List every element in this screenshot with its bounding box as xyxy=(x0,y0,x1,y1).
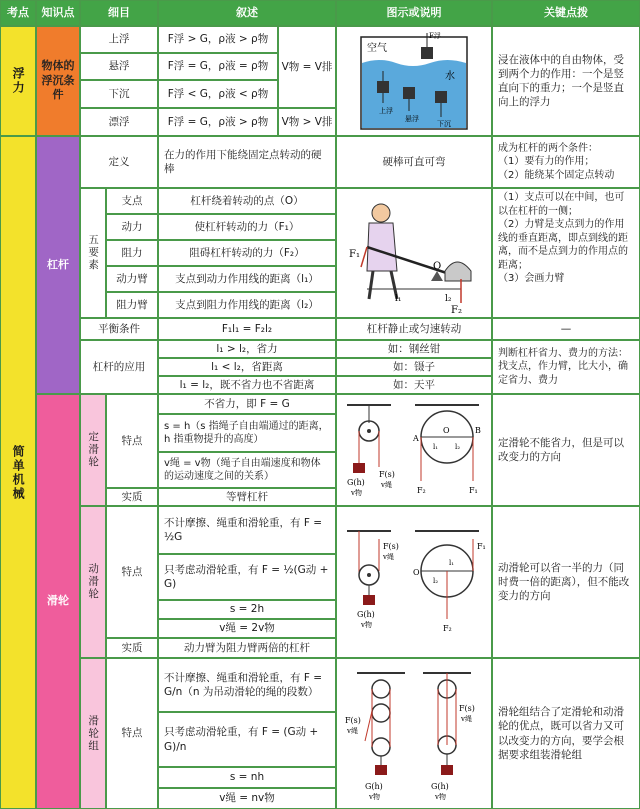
svg-text:O: O xyxy=(413,568,420,577)
svg-text:G(h): G(h) xyxy=(347,478,365,487)
lever-definition-label: 定义 xyxy=(80,136,158,188)
lever-element-name: 动力 xyxy=(106,214,158,240)
svg-text:F₁: F₁ xyxy=(469,486,478,495)
float-condition: F浮 < G，ρ液 < ρ物 xyxy=(158,80,278,108)
float-item: 漂浮 xyxy=(80,108,158,136)
fixed-pulley-feature-label: 特点 xyxy=(106,394,158,488)
movable-pulley-essence-label: 实质 xyxy=(106,638,158,658)
knowledge-lever: 杠杆 xyxy=(36,136,80,394)
fixed-pulley-feature: s = h（s 指绳子自由端通过的距离，h 指重物提升的高度） xyxy=(158,414,336,452)
lever-five-elements: 五要素 xyxy=(80,188,106,318)
lever-element-desc: 支点到动力作用线的距离（l₁） xyxy=(158,266,336,292)
svg-text:v物: v物 xyxy=(369,793,380,801)
pulley-block-feature-label: 特点 xyxy=(106,658,158,809)
float-condition: F浮 > G，ρ液 > ρ物 xyxy=(158,26,278,53)
lever-element-desc: 支点到阻力作用线的距离（l₂） xyxy=(158,292,336,318)
topic-buoyancy: 浮力 xyxy=(0,26,36,136)
lever-element-desc: 使杠杆转动的力（F₁） xyxy=(158,214,336,240)
svg-text:水: 水 xyxy=(445,71,455,82)
svg-text:悬浮: 悬浮 xyxy=(405,115,419,123)
svg-text:G(h): G(h) xyxy=(431,782,449,791)
float-diagram xyxy=(339,29,489,133)
topic-simple-machines: 简单机械 xyxy=(0,136,36,809)
svg-text:F浮: F浮 xyxy=(429,32,441,40)
lever-app-example: 如：镊子 xyxy=(336,358,492,376)
fixed-pulley-diagram xyxy=(339,397,489,503)
pulley-block-feature: 不计摩擦、绳重和滑轮重，有 F = G/n（n 为吊动滑轮的绳的段数） xyxy=(158,658,336,712)
movable-pulley-feature-label: 特点 xyxy=(106,506,158,638)
lever-balance-key: — xyxy=(492,318,640,340)
lever-app-cond: l₁ < l₂，省距离 xyxy=(158,358,336,376)
svg-text:v物: v物 xyxy=(361,621,372,629)
svg-text:A: A xyxy=(413,434,419,443)
svg-text:G(h): G(h) xyxy=(365,782,383,791)
pulley-block-feature: 只考虑动滑轮重，有 F = (G动 + G)/n xyxy=(158,712,336,767)
svg-text:空气: 空气 xyxy=(367,43,387,54)
svg-text:l₁: l₁ xyxy=(395,294,402,304)
movable-pulley-feature: v绳 = 2v物 xyxy=(158,619,336,638)
svg-text:O: O xyxy=(433,261,442,272)
svg-text:O: O xyxy=(443,426,450,435)
movable-pulley-label: 动滑轮 xyxy=(80,506,106,658)
svg-text:F(s): F(s) xyxy=(379,470,395,479)
svg-text:F(s): F(s) xyxy=(383,542,399,551)
header-topic: 考点 xyxy=(0,0,36,26)
movable-pulley-key: 动滑轮可以省一半的力（同时费一倍的距离），但不能改变力的方向 xyxy=(492,506,640,658)
float-volume-equal: V物 = V排 xyxy=(278,26,336,108)
lever-app-example: 如：天平 xyxy=(336,376,492,394)
svg-text:B: B xyxy=(475,426,481,435)
float-item: 下沉 xyxy=(80,80,158,108)
lever-element-desc: 杠杆绕着转动的点（O） xyxy=(158,188,336,214)
lever-apps-label: 杠杆的应用 xyxy=(80,340,158,394)
pulley-block-figure xyxy=(336,658,492,809)
float-item: 上浮 xyxy=(80,26,158,53)
header-statement: 叙述 xyxy=(158,0,336,26)
svg-text:F₁: F₁ xyxy=(477,542,486,551)
svg-text:F(s): F(s) xyxy=(345,716,361,725)
svg-text:F₂: F₂ xyxy=(417,486,426,495)
svg-text:l₁: l₁ xyxy=(433,443,439,451)
svg-text:v物: v物 xyxy=(351,489,362,497)
lever-element-name: 阻力 xyxy=(106,240,158,266)
lever-app-cond: l₁ > l₂，省力 xyxy=(158,340,336,358)
lever-key-definition: 成为杠杆的两个条件： （1）要有力的作用； （2）能绕某个固定点转动 xyxy=(492,136,640,188)
svg-text:F₂: F₂ xyxy=(443,624,452,633)
fixed-pulley-essence: 等臂杠杆 xyxy=(158,488,336,506)
fixed-pulley-feature: 不省力，即 F = G xyxy=(158,394,336,414)
lever-element-name: 动力臂 xyxy=(106,266,158,292)
float-volume-greater: V物 > V排 xyxy=(278,108,336,136)
fixed-pulley-label: 定滑轮 xyxy=(80,394,106,506)
svg-text:F₂: F₂ xyxy=(451,305,462,315)
lever-key-elements: （1）支点可以在中间，也可以在杠杆的一侧； （2）力臂是支点到力的作用线的垂直距离，即点到线的距离，而不是点到力的作用点的距离； （3）会画力臂 xyxy=(492,188,640,318)
movable-pulley-diagram xyxy=(339,509,489,655)
header-figure: 图示或说明 xyxy=(336,0,492,26)
lever-definition: 在力的作用下能绕固定点转动的硬棒 xyxy=(158,136,336,188)
pulley-block-feature: v绳 = nv物 xyxy=(158,788,336,809)
lever-element-desc: 阻碍杠杆转动的力（F₂） xyxy=(158,240,336,266)
pulley-block-label: 滑轮组 xyxy=(80,658,106,809)
lever-app-cond: l₁ = l₂，既不省力也不省距离 xyxy=(158,376,336,394)
svg-text:F(s): F(s) xyxy=(459,704,475,713)
movable-pulley-essence: 动力臂为阻力臂两倍的杠杆 xyxy=(158,638,336,658)
float-condition: F浮 = G，ρ液 > ρ物 xyxy=(158,108,278,136)
lever-app-example: 如：钢丝钳 xyxy=(336,340,492,358)
lever-element-name: 阻力臂 xyxy=(106,292,158,318)
fixed-pulley-essence-label: 实质 xyxy=(106,488,158,506)
movable-pulley-feature: 不计摩擦、绳重和滑轮重，有 F = ½G xyxy=(158,506,336,554)
svg-text:F₁: F₁ xyxy=(349,249,360,260)
knowledge-pulley: 滑轮 xyxy=(36,394,80,809)
svg-text:v绳: v绳 xyxy=(461,715,472,723)
svg-text:v物: v物 xyxy=(435,793,446,801)
float-figure xyxy=(336,26,492,136)
pulley-block-diagram xyxy=(339,661,489,806)
svg-text:上浮: 上浮 xyxy=(379,107,393,115)
lever-element-name: 支点 xyxy=(106,188,158,214)
float-item: 悬浮 xyxy=(80,53,158,80)
svg-text:v绳: v绳 xyxy=(381,481,392,489)
fixed-pulley-figure xyxy=(336,394,492,506)
svg-text:l₂: l₂ xyxy=(445,294,452,304)
lever-key-apps: 判断杠杆省力、费力的方法：找支点，作力臂，比大小，确定省力、费力 xyxy=(492,340,640,394)
movable-pulley-figure xyxy=(336,506,492,658)
header-item: 细目 xyxy=(80,0,158,26)
svg-text:v绳: v绳 xyxy=(383,553,394,561)
lever-definition-note: 硬棒可直可弯 xyxy=(336,136,492,188)
svg-text:下沉: 下沉 xyxy=(437,120,451,128)
svg-text:v绳: v绳 xyxy=(347,727,358,735)
svg-text:G(h): G(h) xyxy=(357,610,375,619)
svg-text:l₂: l₂ xyxy=(455,443,461,451)
header-key: 关键点拨 xyxy=(492,0,640,26)
float-key-point: 浸在液体中的自由物体，受到两个力的作用：一个是竖直向下的重力；一个是竖直向上的浮力 xyxy=(492,26,640,136)
lever-diagram xyxy=(339,191,489,315)
lever-balance-label: 平衡条件 xyxy=(80,318,158,340)
pulley-block-key: 滑轮组结合了定滑轮和动滑轮的优点，既可以省力又可以改变力的方向，要学会根据要求组装滑轮组 xyxy=(492,658,640,809)
svg-text:l₁: l₁ xyxy=(449,559,455,567)
movable-pulley-feature: s = 2h xyxy=(158,600,336,619)
pulley-block-feature: s = nh xyxy=(158,767,336,788)
float-condition: F浮 = G，ρ液 = ρ物 xyxy=(158,53,278,80)
svg-text:l₂: l₂ xyxy=(433,577,439,585)
lever-balance: F₁l₁ = F₂l₂ xyxy=(158,318,336,340)
movable-pulley-feature: 只考虑动滑轮重，有 F = ½(G动 + G) xyxy=(158,554,336,600)
knowledge-float-sink: 物体的浮沉条件 xyxy=(36,26,80,136)
header-knowledge: 知识点 xyxy=(36,0,80,26)
fixed-pulley-feature: v绳 = v物（绳子自由端速度和物体的运动速度之间的关系） xyxy=(158,452,336,488)
lever-balance-note: 杠杆静止或匀速转动 xyxy=(336,318,492,340)
fixed-pulley-key: 定滑轮不能省力，但是可以改变力的方向 xyxy=(492,394,640,506)
lever-figure xyxy=(336,188,492,318)
